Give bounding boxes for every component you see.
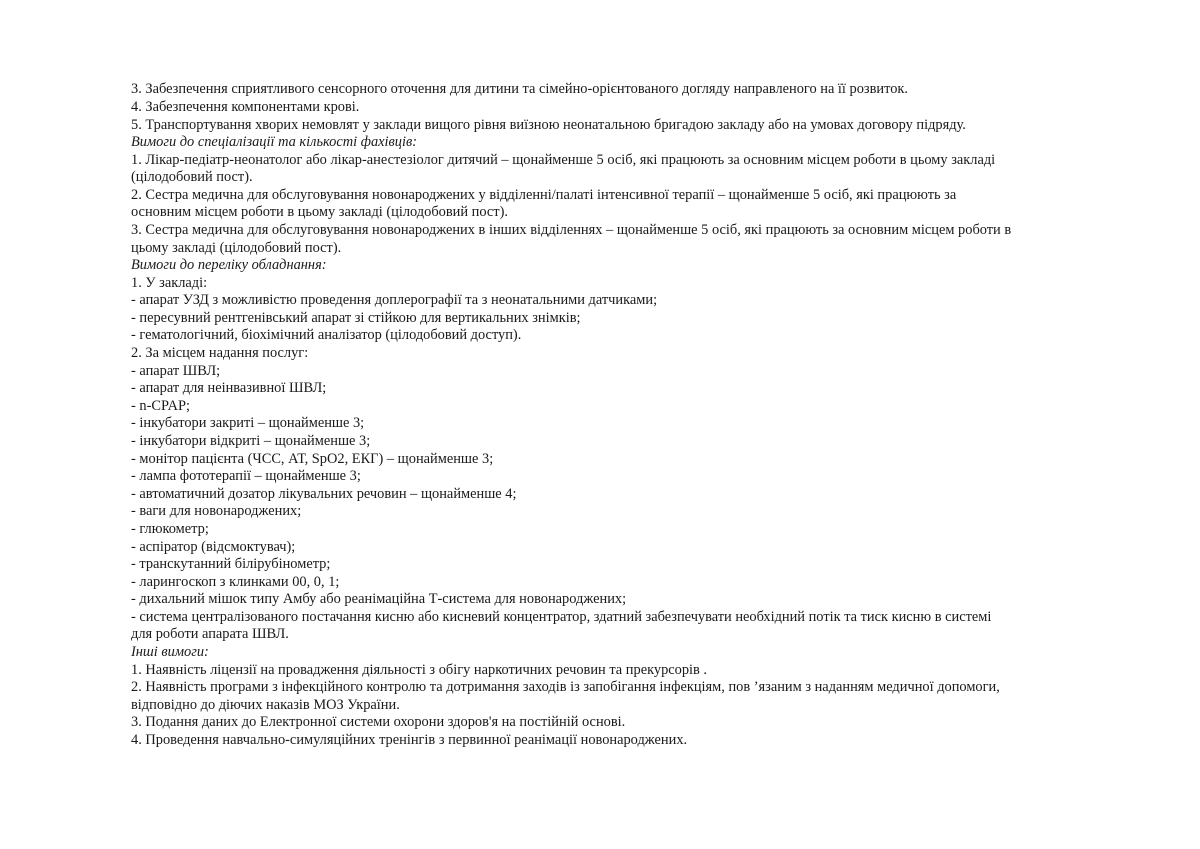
text-line: 2. Сестра медична для обслуговування новонароджених у відділенні/палаті інтенсивної терапії – щонайменше 5 осіб, які працюють за [131,187,957,203]
text-line: - апарат УЗД з можливістю проведення доплерографії та з неонатальними датчиками; [131,292,658,308]
text-line: - ваги для новонароджених; [131,503,302,519]
text-line: - інкубатори відкриті – щонайменше 3; [131,433,371,449]
text-line: основним місцем роботи в цьому закладі (цілодобовий пост). [131,204,508,220]
text-line: 2. Наявність програми з інфекційного контролю та дотримання заходів із запобігання інфекціям, пов ’язаним з наданням медичної допомоги, [131,679,1000,695]
section-heading-specialists: Вимоги до спеціалізації та кількості фахівців: [131,134,418,150]
text-line: відповідно до діючих наказів МОЗ України. [131,697,400,713]
text-line: - інкубатори закриті – щонайменше 3; [131,415,365,431]
text-line: 5. Транспортування хворих немовлят у заклади вищого рівня виїзною неонатальною бригадою закладу або на умовах договору підряду. [131,117,966,133]
text-line: - пересувний рентгенівський апарат зі стійкою для вертикальних знімків; [131,310,581,326]
text-line: 3. Забезпечення сприятливого сенсорного оточення для дитини та сімейно-орієнтованого догляду направленого на її розвиток. [131,81,908,97]
text-line: - n-CPAP; [131,398,191,414]
text-line: - ларингоскоп з клинками 00, 0, 1; [131,574,340,590]
text-line: - аспіратор (відсмоктувач); [131,539,296,555]
text-line: - система централізованого постачання кисню або кисневий концентратор, здатний забезпечувати необхідний потік та тиск кисню в системі [131,609,992,625]
text-line: - автоматичний дозатор лікувальних речовин – щонайменше 4; [131,486,517,502]
text-line: - монітор пацієнта (ЧСС, АТ, SpO2, ЕКГ) – щонайменше 3; [131,451,494,467]
text-line: - транскутанний білірубінометр; [131,556,331,572]
text-line: - дихальний мішок типу Амбу або реанімаційна Т-система для новонароджених; [131,591,627,607]
text-line: - глюкометр; [131,521,209,537]
text-line: - лампа фототерапії – щонайменше 3; [131,468,361,484]
text-line: 4. Проведення навчально-симуляційних тренінгів з первинної реанімації новонароджених. [131,732,688,748]
text-line: 3. Сестра медична для обслуговування новонароджених в інших відділеннях – щонайменше 5 осіб, які працюють за основним місцем роботи в [131,222,1012,238]
text-line: 1. Лікар-педіатр-неонатолог або лікар-анестезіолог дитячий – щонайменше 5 осіб, які працюють за основним місцем роботи в цьому закладі [131,152,996,168]
section-heading-equipment: Вимоги до переліку обладнання: [131,257,327,273]
text-line: цьому закладі (цілодобовий пост). [131,240,342,256]
text-line: 4. Забезпечення компонентами крові. [131,99,360,115]
text-line: для роботи апарата ШВЛ. [131,626,289,642]
text-line: (цілодобовий пост). [131,169,253,185]
text-line: 2. За місцем надання послуг: [131,345,309,361]
text-line: - гематологічний, біохімічний аналізатор (цілодобовий доступ). [131,327,522,343]
text-line: - апарат для неінвазивної ШВЛ; [131,380,327,396]
text-line: 3. Подання даних до Електронної системи охорони здоров'я на постійній основі. [131,714,626,730]
section-heading-other: Інші вимоги: [131,644,209,660]
text-line: 1. У закладі: [131,275,208,291]
text-line: 1. Наявність ліцензії на провадження діяльності з обігу наркотичних речовин та прекурсорів . [131,662,708,678]
text-line: - апарат ШВЛ; [131,363,221,379]
